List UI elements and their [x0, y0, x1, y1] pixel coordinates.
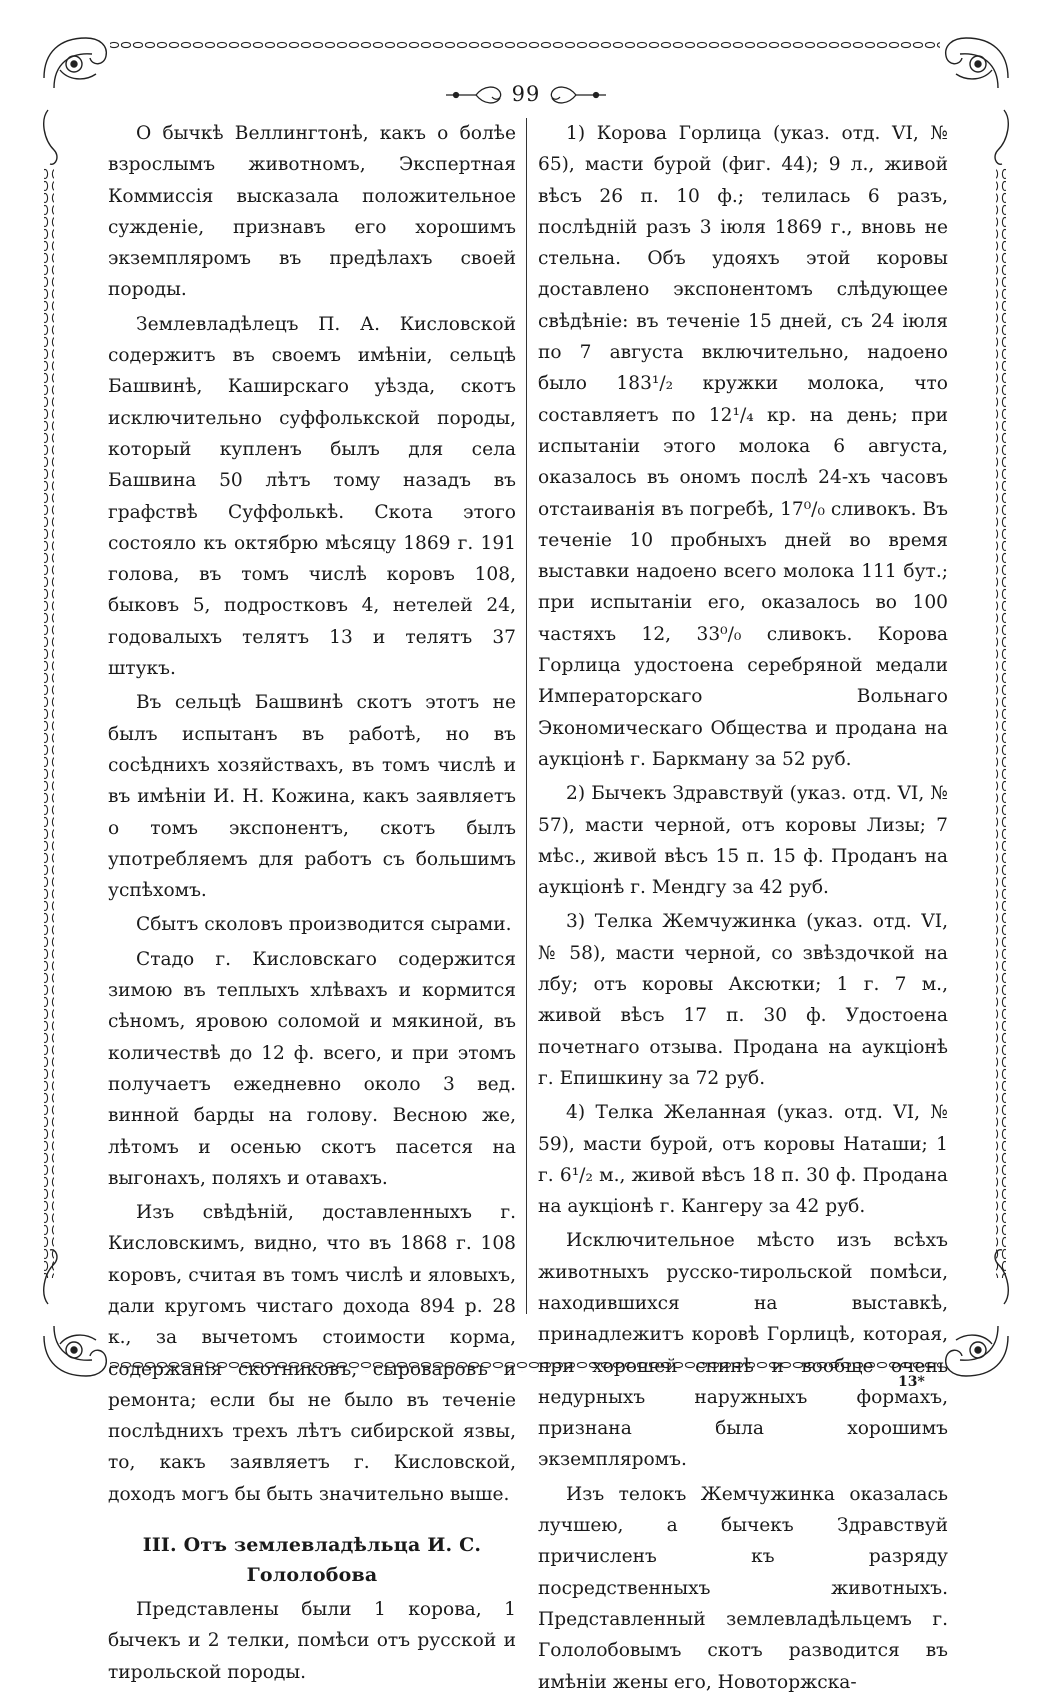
left-column — [108, 118, 516, 1688]
paragraph: О бычкѣ Веллингтонѣ, какъ о болѣе взрослымъ животномъ, Экспертная Коммиссія высказала положительное сужденіе, признавъ его хорошимъ экземпляромъ въ предѣлахъ своей породы. — [108, 123, 516, 301]
sheet-signature: 13* — [898, 1374, 925, 1390]
section-heading: III. Отъ землевладѣльца И. С. Гололобова — [142, 1534, 482, 1587]
paragraph: Исключительное мѣсто изъ всѣхъ животныхъ русско-тирольской помѣси, находившихся на выставкѣ, принадлежитъ коровѣ Горлицѣ, которая, при хорошей спинѣ и вообще очень недурныхъ наружныхъ формахъ, признана была хорошимъ экземпляромъ. — [538, 1230, 948, 1471]
paragraph: Въ сельцѣ Башвинѣ скотъ этотъ не былъ испытанъ въ работѣ, но въ сосѣднихъ хозяйствахъ, въ томъ числѣ и въ имѣніи И. Н. Кожина, какъ заявляетъ о томъ экспонентъ, скотъ былъ употребляемъ для работъ съ большимъ успѣхомъ. — [108, 692, 516, 902]
paragraph: Изъ телокъ Жемчужинка оказалась лучшею, а бычекъ Здравствуй причисленъ къ разряду посредственныхъ животныхъ. Представленный землевладѣльцемъ г. Гололобовымъ скотъ разводится въ имѣніи жены его, Новоторжска- — [538, 1483, 948, 1693]
page-number-text: 99 — [502, 82, 551, 106]
border-top — [110, 40, 940, 50]
paragraph: 1) Корова Горлица (указ. отд. VI, № 65), масти бурой (фиг. 44); 9 л., живой вѣсъ 26 п. 10 ф.; телилась 6 разъ, послѣдній разъ 3 іюля 1869 г., вновь не стельна. Объ удояхъ этой коровы доставлено экспонентомъ слѣдующее свѣдѣніе: въ теченіе 15 дней, съ 24 іюля по 7 августа включительно, надоено было 183¹/₂ кружки молока, что составляетъ по 12¹/₄ кр. на день; при испытаніи этого молока 6 августа, оказалось въ ономъ послѣ 24-хъ часовъ отстаиванія въ погребѣ, 17⁰/₀ сливокъ. Въ теченіе 10 пробныхъ дней во время выставки надоено всего молока 111 бут.; при испытаніи его, оказалось во 100 частяхъ 12, 33⁰/₀ сливокъ. Корова Горлица удостоена серебряной медали Императорскаго Вольнаго Экономическаго Общества и продана на аукціонѣ г. Баркману за 52 руб. — [538, 123, 948, 770]
paragraph: Сбытъ сколовъ производится сырами. — [136, 914, 512, 936]
column-divider — [526, 118, 527, 1314]
paragraph: Стадо г. Кисловскаго содержится зимою въ теплыхъ хлѣвахъ и кормится сѣномъ, яровою соломой и мякиной, въ количествѣ до 12 ф. всего, и при этомъ получаетъ ежедневно около 3 вед. винной барды на голову. Весною же, лѣтомъ и осенью скотъ пасется на выгонахъ, поляхъ и отавахъ. — [108, 948, 516, 1189]
paragraph: Изъ свѣдѣній, доставленныхъ г. Кисловскимъ, видно, что въ 1868 г. 108 коровъ, считая въ томъ числѣ и яловыхъ, дали кругомъ чистаго дохода 894 р. 28 к., за вычетомъ стоимости корма, содержанія скотниковъ, сыроваровъ и ремонта; если бы не было въ теченіе послѣднихъ трехъ лѣтъ сибирской язвы, то, какъ заявляетъ г. Кисловской, доходъ могъ бы быть значительно выше. — [108, 1202, 516, 1505]
paragraph: Землевладѣлецъ П. А. Кисловской содержитъ въ своемъ имѣніи, сельцѣ Башвинѣ, Каширскаго уѣзда, скотъ исключительно суффолькской породы, который купленъ былъ для села Башвина 50 лѣтъ тому назадъ въ графствѣ Суффолькѣ. Скота этого состояло къ октябрю мѣсяцу 1869 г. 191 голова, въ томъ числѣ коровъ 108, быковъ 5, подростковъ 4, нетелей 24, годовалыхъ телятъ 13 и телятъ 37 штукъ. — [108, 313, 516, 680]
page-number — [0, 82, 1052, 106]
paragraph: 4) Телка Желанная (указ. отд. VI, № 59), масти бурой, отъ коровы Наташи; 1 г. 6¹/₂ м., живой вѣсъ 18 п. 30 ф. Продана на аукціонѣ г. Кангеру за 42 руб. — [538, 1102, 948, 1218]
border-left — [44, 168, 54, 1278]
border-right — [996, 168, 1006, 1278]
right-column — [538, 118, 948, 1698]
paragraph: 2) Бычекъ Здравствуй (указ. отд. VI, № 57), масти черной, отъ коровы Лизы; 7 мѣс., живой вѣсъ 15 п. 15 ф. Проданъ на аукціонѣ г. Мендгу за 42 руб. — [538, 783, 948, 899]
paragraph: Представлены были 1 корова, 1 бычекъ и 2 телки, помѣси отъ русской и тирольской породы. — [108, 1599, 516, 1683]
paragraph: 3) Телка Жемчужинка (указ. отд. VI, № 58), масти черной, со звѣздочкой на лбу; отъ коровы Аксютки; 1 г. 7 м., живой вѣсъ 17 п. 30 ф. Удостоена почетнаго отзыва. Продана на аукціонѣ г. Епишкину за 72 руб. — [538, 911, 948, 1089]
